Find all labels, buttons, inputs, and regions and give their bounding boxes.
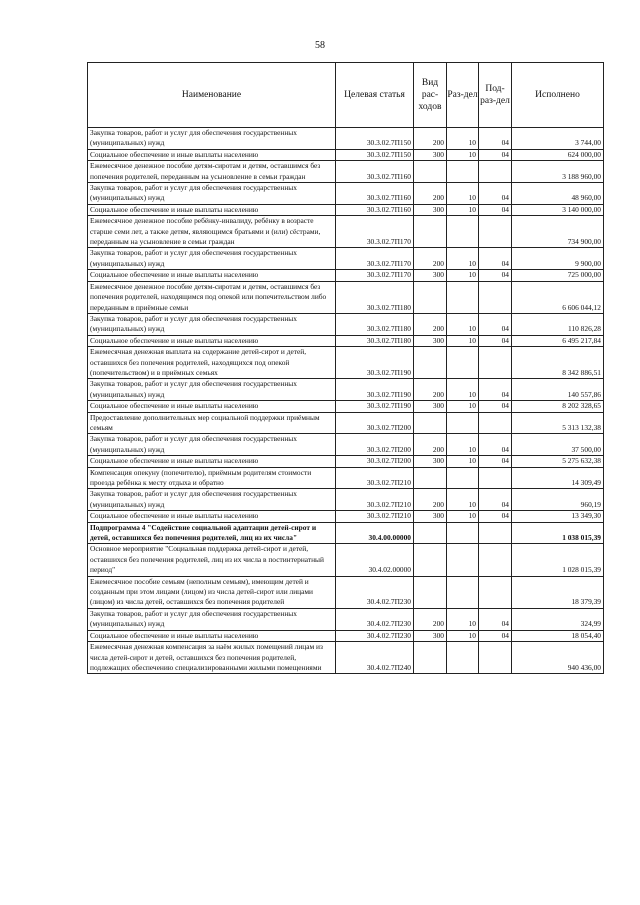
table-row (88, 216, 604, 248)
subsection-cell: 04 (479, 401, 512, 412)
executed-amount-cell: 5 313 132,38 (512, 412, 604, 434)
table-row (88, 270, 604, 281)
subsection-cell (479, 412, 512, 434)
row-name-cell: Социальное обеспечение и иные выплаты населению (88, 511, 336, 522)
target-article-cell: 30.3.02.7П210 (336, 511, 414, 522)
section-cell: 10 (447, 128, 479, 150)
executed-amount-cell: 14 309,49 (512, 467, 604, 489)
target-article-cell: 30.3.02.7П190 (336, 347, 414, 379)
section-cell (447, 544, 479, 576)
section-cell: 10 (447, 379, 479, 401)
section-cell: 10 (447, 608, 479, 630)
table-body (88, 128, 604, 674)
executed-amount-cell: 37 500,00 (512, 434, 604, 456)
table-row (88, 248, 604, 270)
subsection-cell: 04 (479, 608, 512, 630)
target-article-cell: 30.3.02.7П180 (336, 313, 414, 335)
table-row (88, 161, 604, 183)
row-name-cell: Закупка товаров, работ и услуг для обеспечения государственных (муниципальных) нужд (88, 608, 336, 630)
subsection-cell: 04 (479, 204, 512, 215)
table-row (88, 544, 604, 576)
executed-amount-cell: 110 826,28 (512, 313, 604, 335)
row-name-cell: Подпрограмма 4 "Содействие социальной адаптации детей-сирот и детей, оставшихся без попечения родителей, лиц из их числа" (88, 522, 336, 544)
table-row (88, 608, 604, 630)
executed-amount-cell: 3 140 000,00 (512, 204, 604, 215)
row-name-cell: Ежемесячная денежная выплата на содержание детей-сирот и детей, оставшихся без попечения родителей, находящихся под опекой (попечительством) и в приёмных семьях (88, 347, 336, 379)
target-article-cell: 30.3.02.7П180 (336, 335, 414, 346)
target-article-cell: 30.3.02.7П150 (336, 149, 414, 160)
section-cell (447, 522, 479, 544)
expense-type-cell: 300 (414, 270, 447, 281)
table-row (88, 489, 604, 511)
target-article-cell: 30.3.02.7П190 (336, 401, 414, 412)
row-name-cell: Ежемесячное денежное пособие детям-сиротам и детям, оставшимся без попечения родителей, переданным на усыновление в семьи граждан (88, 161, 336, 183)
target-article-cell: 30.3.02.7П190 (336, 379, 414, 401)
section-cell (447, 161, 479, 183)
section-cell (447, 412, 479, 434)
section-cell: 10 (447, 149, 479, 160)
row-name-cell: Закупка товаров, работ и услуг для обеспечения государственных (муниципальных) нужд (88, 379, 336, 401)
table-row (88, 183, 604, 205)
row-name-cell: Социальное обеспечение и иные выплаты населению (88, 204, 336, 215)
executed-amount-cell: 9 900,00 (512, 248, 604, 270)
table-row (88, 630, 604, 641)
table-row (88, 467, 604, 489)
executed-amount-cell: 18 054,40 (512, 630, 604, 641)
executed-amount-cell: 1 038 015,39 (512, 522, 604, 544)
subsection-cell: 04 (479, 630, 512, 641)
subsection-cell: 04 (479, 183, 512, 205)
row-name-cell: Закупка товаров, работ и услуг для обеспечения государственных (муниципальных) нужд (88, 313, 336, 335)
subsection-cell (479, 642, 512, 674)
subsection-cell: 04 (479, 149, 512, 160)
subsection-cell: 04 (479, 270, 512, 281)
expense-type-cell (414, 281, 447, 313)
section-cell: 10 (447, 489, 479, 511)
target-article-cell: 30.3.02.7П150 (336, 128, 414, 150)
expense-type-cell (414, 642, 447, 674)
table-row (88, 401, 604, 412)
target-article-cell: 30.3.02.7П210 (336, 489, 414, 511)
section-cell (447, 467, 479, 489)
table-row (88, 347, 604, 379)
expense-type-cell (414, 467, 447, 489)
header-subsection: Под-раз-дел (479, 63, 512, 128)
row-name-cell: Социальное обеспечение и иные выплаты населению (88, 270, 336, 281)
subsection-cell (479, 216, 512, 248)
target-article-cell: 30.3.02.7П160 (336, 204, 414, 215)
expense-type-cell: 300 (414, 511, 447, 522)
row-name-cell: Закупка товаров, работ и услуг для обеспечения государственных (муниципальных) нужд (88, 248, 336, 270)
header-section: Раз-дел (447, 63, 479, 128)
header-name: Наименование (88, 63, 336, 128)
expense-type-cell: 200 (414, 489, 447, 511)
table-row (88, 128, 604, 150)
table-row (88, 642, 604, 674)
executed-amount-cell: 6 495 217,84 (512, 335, 604, 346)
row-name-cell: Ежемесячное денежное пособие ребёнку-инвалиду, ребёнку в возрасте старше семи лет, а также детям, являющимся братьями и (или) сёстрами, переданным на усыновление в семьи граждан (88, 216, 336, 248)
section-cell: 10 (447, 204, 479, 215)
target-article-cell: 30.3.02.7П210 (336, 467, 414, 489)
executed-amount-cell: 3 188 960,00 (512, 161, 604, 183)
subsection-cell: 04 (479, 379, 512, 401)
row-name-cell: Закупка товаров, работ и услуг для обеспечения государственных (муниципальных) нужд (88, 183, 336, 205)
subsection-cell: 04 (479, 128, 512, 150)
table-row (88, 434, 604, 456)
expense-type-cell (414, 576, 447, 608)
row-name-cell: Ежемесячное денежное пособие детям-сиротам и детям, оставшимся без попечения родителей, находящимся под опекой или попечительством либо переданным в приёмные семьи (88, 281, 336, 313)
expense-type-cell (414, 347, 447, 379)
table-row (88, 412, 604, 434)
table-row (88, 511, 604, 522)
table-row (88, 204, 604, 215)
section-cell: 10 (447, 401, 479, 412)
executed-amount-cell: 8 342 886,51 (512, 347, 604, 379)
row-name-cell: Социальное обеспечение и иные выплаты населению (88, 401, 336, 412)
subsection-cell: 04 (479, 511, 512, 522)
subsection-cell (479, 281, 512, 313)
executed-amount-cell: 3 744,00 (512, 128, 604, 150)
target-article-cell: 30.3.02.7П160 (336, 183, 414, 205)
page-number: 58 (315, 40, 325, 51)
subsection-cell: 04 (479, 248, 512, 270)
row-name-cell: Социальное обеспечение и иные выплаты населению (88, 149, 336, 160)
section-cell (447, 642, 479, 674)
subsection-cell: 04 (479, 489, 512, 511)
expense-type-cell: 300 (414, 630, 447, 641)
section-cell: 10 (447, 313, 479, 335)
expense-type-cell: 200 (414, 313, 447, 335)
expense-type-cell (414, 522, 447, 544)
executed-amount-cell: 8 202 328,65 (512, 401, 604, 412)
budget-execution-table (87, 62, 604, 674)
table-row (88, 313, 604, 335)
target-article-cell: 30.3.02.7П200 (336, 412, 414, 434)
subsection-cell (479, 544, 512, 576)
section-cell: 10 (447, 335, 479, 346)
executed-amount-cell: 1 028 015,39 (512, 544, 604, 576)
table-row (88, 281, 604, 313)
row-name-cell: Предоставление дополнительных мер социальной поддержки приёмным семьям (88, 412, 336, 434)
target-article-cell: 30.4.02.7П240 (336, 642, 414, 674)
subsection-cell (479, 347, 512, 379)
expense-type-cell: 200 (414, 128, 447, 150)
section-cell (447, 216, 479, 248)
row-name-cell: Социальное обеспечение и иные выплаты населению (88, 456, 336, 467)
table-row (88, 379, 604, 401)
target-article-cell: 30.4.02.7П230 (336, 630, 414, 641)
target-article-cell: 30.3.02.7П170 (336, 248, 414, 270)
target-article-cell: 30.3.02.7П170 (336, 270, 414, 281)
section-cell (447, 281, 479, 313)
subsection-cell (479, 161, 512, 183)
expense-type-cell: 300 (414, 401, 447, 412)
subsection-cell: 04 (479, 313, 512, 335)
table-row (88, 576, 604, 608)
expense-type-cell: 300 (414, 456, 447, 467)
table-row (88, 335, 604, 346)
target-article-cell: 30.4.02.7П230 (336, 576, 414, 608)
executed-amount-cell: 725 000,00 (512, 270, 604, 281)
subsection-cell: 04 (479, 335, 512, 346)
row-name-cell: Ежемесячное пособие семьям (неполным семьям), имеющим детей и созданным при этом лицами (лицом) из числа детей-сирот или лицами (лицом) из числа детей, оставшихся без попечения родителей (88, 576, 336, 608)
executed-amount-cell: 13 349,30 (512, 511, 604, 522)
executed-amount-cell: 140 557,86 (512, 379, 604, 401)
executed-amount-cell: 5 275 632,38 (512, 456, 604, 467)
target-article-cell: 30.3.02.7П170 (336, 216, 414, 248)
expense-type-cell (414, 544, 447, 576)
table-row (88, 456, 604, 467)
subsection-cell: 04 (479, 456, 512, 467)
expense-type-cell: 300 (414, 204, 447, 215)
table-row (88, 149, 604, 160)
target-article-cell: 30.4.02.7П230 (336, 608, 414, 630)
expense-type-cell: 200 (414, 248, 447, 270)
target-article-cell: 30.3.02.7П200 (336, 434, 414, 456)
row-name-cell: Ежемесячная денежная компенсация за наём жилых помещений лицам из числа детей-сирот и детей, оставшихся без попечения родителей, подлежащих обеспечению специализированными жилыми помещениями (88, 642, 336, 674)
section-cell (447, 576, 479, 608)
table-header-row (88, 63, 604, 128)
section-cell: 10 (447, 270, 479, 281)
executed-amount-cell: 940 436,00 (512, 642, 604, 674)
expense-type-cell (414, 216, 447, 248)
subsection-cell: 04 (479, 434, 512, 456)
section-cell: 10 (447, 456, 479, 467)
header-target-article: Целевая статья (336, 63, 414, 128)
executed-amount-cell: 960,19 (512, 489, 604, 511)
row-name-cell: Компенсация опекуну (попечителю), приёмным родителям стоимости проезда ребёнка к месту отдыха и обратно (88, 467, 336, 489)
target-article-cell: 30.4.00.00000 (336, 522, 414, 544)
executed-amount-cell: 48 960,00 (512, 183, 604, 205)
section-cell: 10 (447, 434, 479, 456)
header-executed: Исполнено (512, 63, 604, 128)
row-name-cell: Закупка товаров, работ и услуг для обеспечения государственных (муниципальных) нужд (88, 489, 336, 511)
row-name-cell: Социальное обеспечение и иные выплаты населению (88, 335, 336, 346)
expense-type-cell (414, 161, 447, 183)
section-cell: 10 (447, 248, 479, 270)
table-row (88, 522, 604, 544)
row-name-cell: Социальное обеспечение и иные выплаты населению (88, 630, 336, 641)
executed-amount-cell: 624 000,00 (512, 149, 604, 160)
section-cell: 10 (447, 511, 479, 522)
expense-type-cell (414, 412, 447, 434)
expense-type-cell: 300 (414, 335, 447, 346)
executed-amount-cell: 324,99 (512, 608, 604, 630)
expense-type-cell: 200 (414, 183, 447, 205)
expense-type-cell: 300 (414, 149, 447, 160)
subsection-cell (479, 576, 512, 608)
expense-type-cell: 200 (414, 434, 447, 456)
row-name-cell: Закупка товаров, работ и услуг для обеспечения государственных (муниципальных) нужд (88, 434, 336, 456)
subsection-cell (479, 522, 512, 544)
section-cell (447, 347, 479, 379)
target-article-cell: 30.3.02.7П180 (336, 281, 414, 313)
expense-type-cell: 200 (414, 608, 447, 630)
target-article-cell: 30.4.02.00000 (336, 544, 414, 576)
row-name-cell: Закупка товаров, работ и услуг для обеспечения государственных (муниципальных) нужд (88, 128, 336, 150)
executed-amount-cell: 6 606 044,12 (512, 281, 604, 313)
expense-type-cell: 200 (414, 379, 447, 401)
target-article-cell: 30.3.02.7П200 (336, 456, 414, 467)
executed-amount-cell: 18 379,39 (512, 576, 604, 608)
header-expense-type: Вид рас-ходов (414, 63, 447, 128)
subsection-cell (479, 467, 512, 489)
section-cell: 10 (447, 630, 479, 641)
executed-amount-cell: 734 900,00 (512, 216, 604, 248)
row-name-cell: Основное мероприятие "Социальная поддержка детей-сирот и детей, оставшихся без попечения родителей, лиц из их числа в постинтернатный период" (88, 544, 336, 576)
target-article-cell: 30.3.02.7П160 (336, 161, 414, 183)
section-cell: 10 (447, 183, 479, 205)
